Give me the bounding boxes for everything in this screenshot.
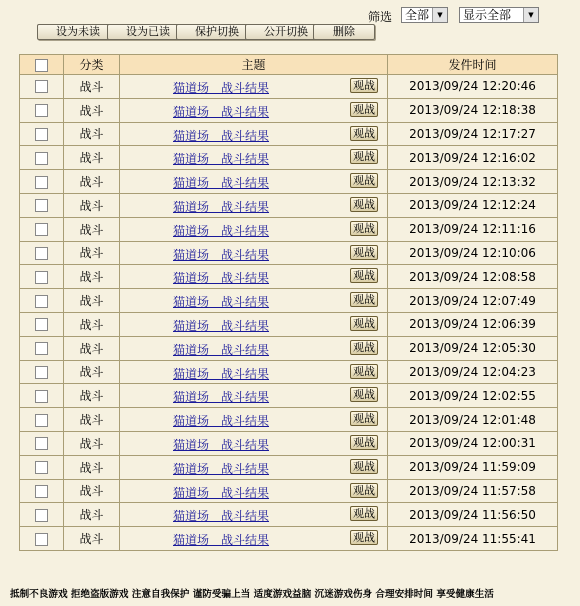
column-header-topic: 主题 xyxy=(120,55,388,75)
row-send-time: 2013/09/24 12:00:31 xyxy=(388,431,558,455)
row-topic-cell xyxy=(120,289,388,313)
toolbar xyxy=(0,0,580,46)
select-all-cell xyxy=(20,55,64,75)
topic-link[interactable]: 猫道场 战斗结果 xyxy=(173,390,270,405)
row-topic-cell xyxy=(120,479,388,503)
toggle-public-button[interactable]: 公开切换 xyxy=(245,24,327,40)
topic-link[interactable]: 猫道场 战斗结果 xyxy=(173,104,270,119)
topic-link[interactable]: 猫道场 战斗结果 xyxy=(173,461,270,476)
watch-battle-button[interactable]: 观战 xyxy=(350,387,378,402)
watch-battle-button[interactable]: 观战 xyxy=(350,340,378,355)
row-checkbox-cell xyxy=(20,241,64,265)
table-row xyxy=(20,265,558,289)
watch-battle-button[interactable]: 观战 xyxy=(350,173,378,188)
row-checkbox-cell xyxy=(20,431,64,455)
row-category: 战斗 xyxy=(64,122,120,146)
row-checkbox[interactable] xyxy=(35,295,48,308)
row-topic-cell xyxy=(120,193,388,217)
topic-link[interactable]: 猫道场 战斗结果 xyxy=(173,128,270,143)
column-header-time: 发件时间 xyxy=(388,55,558,75)
filter-select-value: 全部 xyxy=(405,8,430,22)
row-category: 战斗 xyxy=(64,75,120,99)
row-category: 战斗 xyxy=(64,479,120,503)
mark-read-button[interactable]: 设为已读 xyxy=(107,24,189,40)
watch-battle-button[interactable]: 观战 xyxy=(350,197,378,212)
table-row xyxy=(20,170,558,194)
row-checkbox[interactable] xyxy=(35,80,48,93)
row-checkbox-cell xyxy=(20,312,64,336)
row-checkbox-cell xyxy=(20,408,64,432)
watch-battle-button[interactable]: 观战 xyxy=(350,435,378,450)
row-checkbox[interactable] xyxy=(35,199,48,212)
row-topic-cell xyxy=(120,360,388,384)
row-category: 战斗 xyxy=(64,98,120,122)
row-checkbox[interactable] xyxy=(35,223,48,236)
row-send-time: 2013/09/24 12:04:23 xyxy=(388,360,558,384)
table-row xyxy=(20,193,558,217)
watch-battle-button[interactable]: 观战 xyxy=(350,483,378,498)
row-checkbox-cell xyxy=(20,455,64,479)
select-all-checkbox[interactable] xyxy=(35,59,48,72)
row-topic-cell xyxy=(120,527,388,551)
row-checkbox-cell xyxy=(20,384,64,408)
row-checkbox[interactable] xyxy=(35,128,48,141)
table-row xyxy=(20,75,558,99)
row-category: 战斗 xyxy=(64,265,120,289)
watch-battle-button[interactable]: 观战 xyxy=(350,506,378,521)
row-checkbox-cell xyxy=(20,360,64,384)
table-row xyxy=(20,527,558,551)
table-row xyxy=(20,455,558,479)
row-category: 战斗 xyxy=(64,431,120,455)
table-row xyxy=(20,122,558,146)
row-send-time: 2013/09/24 11:56:50 xyxy=(388,503,558,527)
row-checkbox-cell xyxy=(20,265,64,289)
row-send-time: 2013/09/24 12:16:02 xyxy=(388,146,558,170)
topic-link[interactable]: 猫道场 战斗结果 xyxy=(173,342,270,357)
row-send-time: 2013/09/24 12:11:16 xyxy=(388,217,558,241)
table-row xyxy=(20,503,558,527)
row-send-time: 2013/09/24 12:12:24 xyxy=(388,193,558,217)
chevron-down-icon: ▼ xyxy=(432,8,447,22)
row-checkbox-cell xyxy=(20,75,64,99)
mail-table xyxy=(19,54,558,551)
watch-battle-button[interactable]: 观战 xyxy=(350,459,378,474)
row-topic-cell xyxy=(120,146,388,170)
mark-unread-button[interactable]: 设为未读 xyxy=(37,24,119,40)
row-category: 战斗 xyxy=(64,289,120,313)
watch-battle-button[interactable]: 观战 xyxy=(350,149,378,164)
row-checkbox-cell xyxy=(20,170,64,194)
row-topic-cell xyxy=(120,170,388,194)
table-row xyxy=(20,217,558,241)
row-topic-cell xyxy=(120,75,388,99)
watch-battle-button[interactable]: 观战 xyxy=(350,268,378,283)
table-row xyxy=(20,336,558,360)
row-topic-cell xyxy=(120,431,388,455)
topic-link[interactable]: 猫道场 战斗结果 xyxy=(173,223,270,238)
row-send-time: 2013/09/24 12:07:49 xyxy=(388,289,558,313)
row-topic-cell xyxy=(120,408,388,432)
row-checkbox[interactable] xyxy=(35,152,48,165)
footer-text: 抵制不良游戏 拒绝盗版游戏 注意自我保护 谨防受骗上当 适度游戏益脑 沉迷游戏伤身 合理安排时间 享受健康生活 xyxy=(10,589,494,600)
topic-link[interactable]: 猫道场 战斗结果 xyxy=(173,485,270,500)
watch-battle-button[interactable]: 观战 xyxy=(350,102,378,117)
display-select[interactable] xyxy=(459,7,539,23)
topic-link[interactable]: 猫道场 战斗结果 xyxy=(173,176,270,191)
row-topic-cell xyxy=(120,122,388,146)
watch-battle-button[interactable]: 观战 xyxy=(350,221,378,236)
table-row xyxy=(20,360,558,384)
row-checkbox[interactable] xyxy=(35,414,48,427)
watch-battle-button[interactable]: 观战 xyxy=(350,292,378,307)
topic-link[interactable]: 猫道场 战斗结果 xyxy=(173,366,270,381)
table-row xyxy=(20,98,558,122)
row-checkbox[interactable] xyxy=(35,366,48,379)
row-send-time: 2013/09/24 12:17:27 xyxy=(388,122,558,146)
row-checkbox[interactable] xyxy=(35,461,48,474)
row-category: 战斗 xyxy=(64,455,120,479)
row-send-time: 2013/09/24 12:13:32 xyxy=(388,170,558,194)
topic-link[interactable]: 猫道场 战斗结果 xyxy=(173,199,270,214)
row-checkbox-cell xyxy=(20,122,64,146)
chevron-down-icon: ▼ xyxy=(523,8,538,22)
topic-link[interactable]: 猫道场 战斗结果 xyxy=(173,152,270,167)
row-category: 战斗 xyxy=(64,360,120,384)
row-category: 战斗 xyxy=(64,408,120,432)
topic-link[interactable]: 猫道场 战斗结果 xyxy=(173,81,270,95)
topic-link[interactable]: 猫道场 战斗结果 xyxy=(173,437,270,452)
row-category: 战斗 xyxy=(64,146,120,170)
row-checkbox[interactable] xyxy=(35,390,48,403)
watch-battle-button[interactable]: 观战 xyxy=(350,316,378,331)
row-category: 战斗 xyxy=(64,503,120,527)
topic-link[interactable]: 猫道场 战斗结果 xyxy=(173,247,270,262)
row-checkbox[interactable] xyxy=(35,104,48,117)
row-send-time: 2013/09/24 12:08:58 xyxy=(388,265,558,289)
row-checkbox[interactable] xyxy=(35,509,48,522)
row-topic-cell xyxy=(120,455,388,479)
row-checkbox-cell xyxy=(20,289,64,313)
row-checkbox[interactable] xyxy=(35,271,48,284)
topic-link[interactable]: 猫道场 战斗结果 xyxy=(173,509,270,524)
row-checkbox-cell xyxy=(20,336,64,360)
table-row xyxy=(20,312,558,336)
row-category: 战斗 xyxy=(64,384,120,408)
row-checkbox-cell xyxy=(20,217,64,241)
row-checkbox[interactable] xyxy=(35,176,48,189)
row-topic-cell xyxy=(120,98,388,122)
table-row xyxy=(20,479,558,503)
table-header-row xyxy=(20,55,558,75)
row-checkbox-cell xyxy=(20,193,64,217)
row-send-time: 2013/09/24 12:18:38 xyxy=(388,98,558,122)
table-row xyxy=(20,431,558,455)
row-checkbox-cell xyxy=(20,98,64,122)
table-row xyxy=(20,241,558,265)
watch-battle-button[interactable]: 观战 xyxy=(350,126,378,141)
footer xyxy=(0,584,580,606)
row-category: 战斗 xyxy=(64,241,120,265)
row-send-time: 2013/09/24 12:20:46 xyxy=(388,75,558,99)
row-send-time: 2013/09/24 12:10:06 xyxy=(388,241,558,265)
row-checkbox[interactable] xyxy=(35,342,48,355)
table-row xyxy=(20,384,558,408)
watch-battle-button[interactable]: 观战 xyxy=(350,78,378,93)
table-row xyxy=(20,408,558,432)
topic-link[interactable]: 猫道场 战斗结果 xyxy=(173,271,270,286)
watch-battle-button[interactable]: 观战 xyxy=(350,530,378,545)
row-send-time: 2013/09/24 11:57:58 xyxy=(388,479,558,503)
display-select-value: 显示全部 xyxy=(463,8,512,22)
row-checkbox[interactable] xyxy=(35,247,48,260)
row-topic-cell xyxy=(120,503,388,527)
watch-battle-button[interactable]: 观战 xyxy=(350,245,378,260)
row-checkbox-cell xyxy=(20,479,64,503)
row-checkbox-cell xyxy=(20,503,64,527)
row-checkbox[interactable] xyxy=(35,485,48,498)
row-send-time: 2013/09/24 12:05:30 xyxy=(388,336,558,360)
row-checkbox-cell xyxy=(20,527,64,551)
row-category: 战斗 xyxy=(64,170,120,194)
row-send-time: 2013/09/24 11:55:41 xyxy=(388,527,558,551)
row-category: 战斗 xyxy=(64,527,120,551)
delete-button[interactable]: 删除 xyxy=(313,24,375,40)
row-send-time: 2013/09/24 12:02:55 xyxy=(388,384,558,408)
watch-battle-button[interactable]: 观战 xyxy=(350,411,378,426)
row-topic-cell xyxy=(120,217,388,241)
row-topic-cell xyxy=(120,384,388,408)
column-header-category: 分类 xyxy=(64,55,120,75)
row-checkbox[interactable] xyxy=(35,318,48,331)
row-checkbox-cell xyxy=(20,146,64,170)
topic-link[interactable]: 猫道场 战斗结果 xyxy=(173,414,270,429)
row-topic-cell xyxy=(120,312,388,336)
toggle-protect-button[interactable]: 保护切换 xyxy=(176,24,258,40)
row-topic-cell xyxy=(120,336,388,360)
row-topic-cell xyxy=(120,241,388,265)
row-category: 战斗 xyxy=(64,312,120,336)
filter-label: 筛选 xyxy=(368,10,393,24)
topic-link[interactable]: 猫道场 战斗结果 xyxy=(173,295,270,310)
row-category: 战斗 xyxy=(64,193,120,217)
filter-select[interactable] xyxy=(401,7,448,23)
row-category: 战斗 xyxy=(64,217,120,241)
row-checkbox[interactable] xyxy=(35,533,48,546)
watch-battle-button[interactable]: 观战 xyxy=(350,364,378,379)
row-send-time: 2013/09/24 12:06:39 xyxy=(388,312,558,336)
table-row xyxy=(20,146,558,170)
row-checkbox[interactable] xyxy=(35,437,48,450)
table-row xyxy=(20,289,558,313)
row-category: 战斗 xyxy=(64,336,120,360)
topic-link[interactable]: 猫道场 战斗结果 xyxy=(173,533,270,548)
row-topic-cell xyxy=(120,265,388,289)
row-send-time: 2013/09/24 11:59:09 xyxy=(388,455,558,479)
row-send-time: 2013/09/24 12:01:48 xyxy=(388,408,558,432)
topic-link[interactable]: 猫道场 战斗结果 xyxy=(173,318,270,333)
